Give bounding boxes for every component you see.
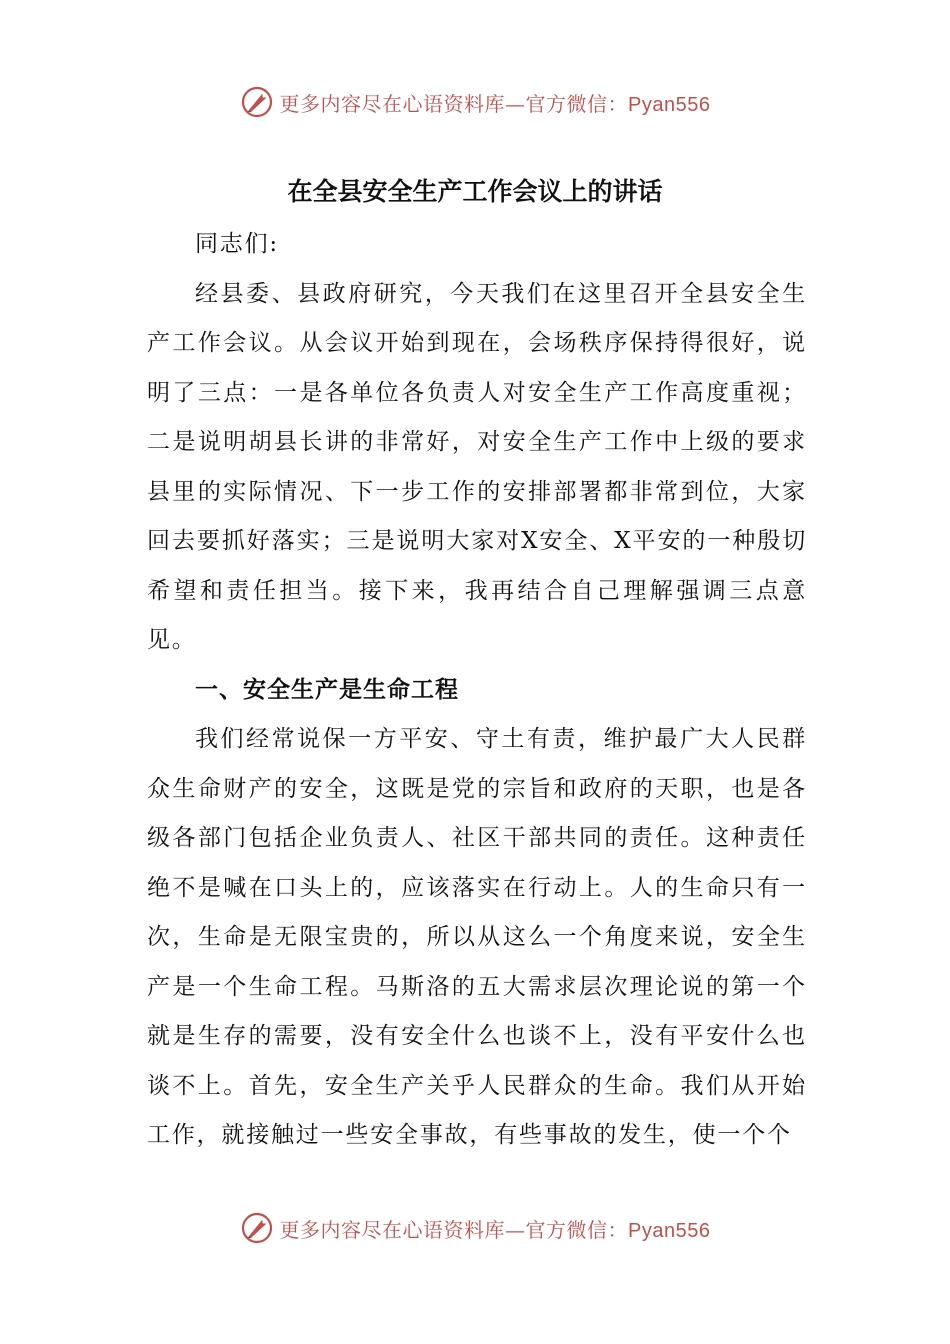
document-title: 在全县安全生产工作会议上的讲话 xyxy=(287,177,663,206)
section-paragraph: 我们经常说保一方平安、守土有责，维护最广大人民群众生命财产的安全，这既是党的宗旨和政府的天职，也是各级各部门包括企业负责人、社区干部共同的责任。这种责任绝不是喊在口头上的，应该落实在行动上。人的生命只有一次，生命是无限宝贵的，所以从这么一个角度来说，安全生产是一个生命工程。马斯洛的五大需求层次理论说的第一个就是生存的需要，没有安全什么也谈不上，没有平安什么也谈不上。首先，安全生产关乎人民群众的生命。我们从开始工作，就接触过一些安全事故，有些事故的发生，使一个个 xyxy=(147,726,807,1148)
footer-watermark xyxy=(0,1208,950,1248)
body-paragraph: 经县委、县政府研究，今天我们在这里召开全县安全生产工作会议。从会议开始到现在，会场秩序保持得很好，说明了三点：一是各单位各负责人对安全生产工作高度重视；二是说明胡县长讲的非常好，对安全生产工作中上级的要求县里的实际情况、下一步工作的安排部署都非常到位，大家回去要抓好落实；三是说明大家对X安全、X平安的一种殷切希望和责任担当。接下来，我再结合自己理解强调三点意见。 xyxy=(147,280,807,653)
wechat-id: Pyan556 xyxy=(628,1219,711,1242)
watermark-text: 更多内容尽在心语资料库—官方微信：Pyan556 xyxy=(279,91,711,116)
pen-nib-icon xyxy=(240,85,274,119)
watermark-text: 更多内容尽在心语资料库—官方微信：Pyan556 xyxy=(279,1217,711,1242)
salutation: 同志们: xyxy=(195,231,279,257)
header-watermark xyxy=(0,82,950,122)
pen-nib-icon xyxy=(240,1211,274,1245)
section-heading: 一、安全生产是生命工程 xyxy=(195,676,459,703)
wechat-id: Pyan556 xyxy=(628,93,711,116)
document-body xyxy=(147,220,807,1161)
